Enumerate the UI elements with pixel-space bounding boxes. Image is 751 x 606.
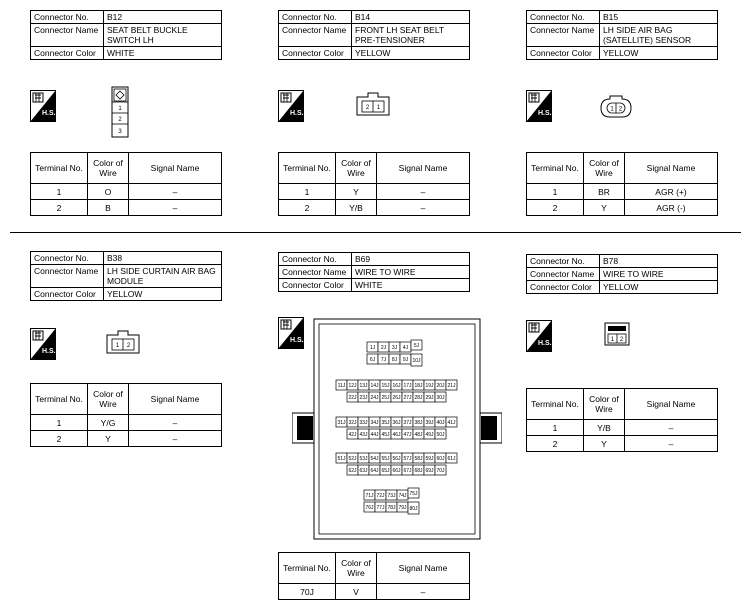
pin-label: 77J <box>376 505 385 511</box>
pin-label: 68J <box>414 468 423 474</box>
signal-cell: – <box>377 184 470 200</box>
pin-label: 39J <box>425 420 434 426</box>
pin-label: 20J <box>436 383 445 389</box>
pin-label: 71J <box>365 493 374 499</box>
wire-cell: O <box>88 184 129 200</box>
pin-label: 70J <box>436 468 445 474</box>
terminal-cell: 1 <box>527 420 584 436</box>
wire-cell: V <box>336 584 377 600</box>
connector-no-value: B38 <box>104 252 222 265</box>
terminal-table-b69 <box>278 552 470 600</box>
terminal-table-b14 <box>278 152 470 216</box>
connector-info-b78 <box>526 254 718 294</box>
hs-label: H.S. <box>290 110 304 117</box>
pin-label: 66J <box>392 468 401 474</box>
color-of-wire-header: Color of Wire <box>88 153 129 184</box>
wire-cell: BR <box>584 184 625 200</box>
wire-cell: Y/G <box>88 415 129 431</box>
pin-label: 48J <box>414 432 423 438</box>
pin-label: 14J <box>370 383 379 389</box>
pin-label: 61J <box>447 456 456 462</box>
connector-color-label: Connector Color <box>527 281 600 294</box>
pin-label: 59J <box>425 456 434 462</box>
connector-info-b14 <box>278 10 470 60</box>
terminal-cell: 1 <box>31 415 88 431</box>
pin-label: 63J <box>359 468 368 474</box>
terminal-no-header: Terminal No. <box>279 553 336 584</box>
hs-label: H.S. <box>42 348 56 355</box>
signal-cell: – <box>129 184 222 200</box>
signal-cell: – <box>377 200 470 216</box>
pin-label: 27J <box>403 395 412 401</box>
hs-icon <box>30 90 56 122</box>
pin-label: 51J <box>337 456 346 462</box>
connector-color-label: Connector Color <box>527 47 600 60</box>
pin-label: 11J <box>337 383 346 389</box>
connector-color-value: YELLOW <box>600 281 718 294</box>
pin-label: 29J <box>425 395 434 401</box>
signal-name-header: Signal Name <box>377 153 470 184</box>
connector-color-label: Connector Color <box>279 279 352 292</box>
pin-label: 13J <box>359 383 368 389</box>
hs-icon <box>526 320 552 352</box>
connector-color-value: YELLOW <box>104 288 222 301</box>
pin-label: 38J <box>414 420 423 426</box>
signal-name-header: Signal Name <box>625 153 718 184</box>
terminal-no-header: Terminal No. <box>31 384 88 415</box>
table-row <box>527 200 718 216</box>
connector-face-b14 <box>356 92 390 116</box>
pin-label: 1 <box>610 106 614 113</box>
pin-label: 3J <box>391 345 398 351</box>
color-of-wire-header: Color of Wire <box>88 384 129 415</box>
pin-label: 60J <box>436 456 445 462</box>
pin-label: 62J <box>348 468 357 474</box>
table-row <box>31 184 222 200</box>
pin-label: 16J <box>392 383 401 389</box>
table-row <box>31 431 222 447</box>
color-of-wire-header: Color of Wire <box>584 389 625 420</box>
pin-label: 2 <box>619 337 624 343</box>
pin-label: 35J <box>381 420 390 426</box>
color-of-wire-header: Color of Wire <box>584 153 625 184</box>
pin-label: 7J <box>380 357 387 363</box>
pin-label: 64J <box>370 468 379 474</box>
pin-label: 41J <box>447 420 456 426</box>
pin-label: 46J <box>392 432 401 438</box>
terminal-table-b12 <box>30 152 222 216</box>
table-row <box>527 436 718 452</box>
pin-label: 58J <box>414 456 423 462</box>
pin-label: 1 <box>610 337 615 343</box>
wire-cell: Y/B <box>584 420 625 436</box>
pin-label: 47J <box>403 432 412 438</box>
connector-no-label: Connector No. <box>31 252 104 265</box>
wire-cell: Y <box>88 431 129 447</box>
connector-info-b69 <box>278 252 470 292</box>
terminal-cell: 2 <box>31 200 88 216</box>
connector-name-value: WIRE TO WIRE <box>352 266 470 279</box>
terminal-cell: 1 <box>279 184 336 200</box>
pin-label: 6J <box>369 357 376 363</box>
pin-label: 5J <box>413 343 420 349</box>
terminal-cell: 70J <box>279 584 336 600</box>
connector-name-label: Connector Name <box>527 24 600 47</box>
connector-color-label: Connector Color <box>31 288 104 301</box>
wire-cell: Y <box>336 184 377 200</box>
pin-label: 2 <box>126 343 131 349</box>
connector-name-label: Connector Name <box>31 24 104 47</box>
connector-face-b15 <box>600 94 632 118</box>
pin-label: 32J <box>348 420 357 426</box>
connector-name-value: LH SIDE AIR BAG (SATELLITE) SENSOR <box>600 24 718 47</box>
signal-cell: – <box>377 584 470 600</box>
terminal-no-header: Terminal No. <box>279 153 336 184</box>
terminal-no-header: Terminal No. <box>527 153 584 184</box>
pin-label: 9J <box>402 357 409 363</box>
pin-label: 15J <box>381 383 390 389</box>
pin-label: 22J <box>348 395 357 401</box>
connector-no-value: B12 <box>104 11 222 24</box>
connector-face-b12 <box>110 86 130 138</box>
hs-icon <box>278 90 304 122</box>
signal-name-header: Signal Name <box>129 384 222 415</box>
pin-label: 73J <box>387 493 396 499</box>
connector-name-value: SEAT BELT BUCKLE SWITCH LH <box>104 24 222 47</box>
terminal-cell: 2 <box>279 200 336 216</box>
table-row <box>279 584 470 600</box>
pin-label: 2 <box>618 106 623 113</box>
table-row <box>279 200 470 216</box>
pin-label: 80J <box>409 506 418 512</box>
pin-label: 74J <box>398 493 407 499</box>
connector-color-value: WHITE <box>352 279 470 292</box>
connector-no-value: B15 <box>600 11 718 24</box>
pin-label: 54J <box>370 456 379 462</box>
terminal-cell: 2 <box>527 200 584 216</box>
terminal-no-header: Terminal No. <box>31 153 88 184</box>
connector-color-value: YELLOW <box>600 47 718 60</box>
signal-cell: – <box>129 415 222 431</box>
pin-label: 53J <box>359 456 368 462</box>
connector-face-b78 <box>604 322 630 346</box>
pin-label: 2 <box>365 105 370 111</box>
pin-label: 78J <box>387 505 396 511</box>
connector-name-label: Connector Name <box>279 266 352 279</box>
connector-name-label: Connector Name <box>279 24 352 47</box>
pin-label: 52J <box>348 456 357 462</box>
connector-color-value: WHITE <box>104 47 222 60</box>
hs-label: H.S. <box>290 337 304 344</box>
connector-no-label: Connector No. <box>279 253 352 266</box>
pin-label: 1 <box>115 343 120 349</box>
pin-label: 37J <box>403 420 412 426</box>
pin-label: 30J <box>436 395 445 401</box>
connector-name-label: Connector Name <box>31 265 104 288</box>
pin-label: 18J <box>414 383 423 389</box>
terminal-no-header: Terminal No. <box>527 389 584 420</box>
connector-face-b38 <box>106 330 140 354</box>
connector-info-b12 <box>30 10 222 60</box>
wire-cell: B <box>88 200 129 216</box>
pin-label: 56J <box>392 456 401 462</box>
pin-label: 79J <box>398 505 407 511</box>
table-row <box>279 184 470 200</box>
pin-label: 26J <box>392 395 401 401</box>
pin-label: 25J <box>381 395 390 401</box>
connector-name-value: WIRE TO WIRE <box>600 268 718 281</box>
pin-label: 17J <box>403 383 412 389</box>
hs-label: H.S. <box>42 110 56 117</box>
pin-label: 50J <box>436 432 445 438</box>
connector-info-b15 <box>526 10 718 60</box>
pin-label: 57J <box>403 456 412 462</box>
pin-label: 21J <box>447 383 456 389</box>
pin-label: 10J <box>412 358 421 364</box>
hs-icon <box>526 90 552 122</box>
pin-label: 4J <box>402 345 409 351</box>
connector-no-value: B69 <box>352 253 470 266</box>
hs-icon <box>30 328 56 360</box>
connector-name-value: FRONT LH SEAT BELT PRE-TENSIONER <box>352 24 470 47</box>
pin-label: 43J <box>359 432 368 438</box>
connector-no-label: Connector No. <box>279 11 352 24</box>
pin-label: 2J <box>380 345 387 351</box>
terminal-cell: 1 <box>31 184 88 200</box>
pin-label: 45J <box>381 432 390 438</box>
pin-label: 42J <box>348 432 357 438</box>
signal-name-header: Signal Name <box>625 389 718 420</box>
signal-cell: – <box>129 200 222 216</box>
hs-label: H.S. <box>538 110 552 117</box>
pin-label: 8J <box>391 357 398 363</box>
connector-color-value: YELLOW <box>352 47 470 60</box>
pin-label: 65J <box>381 468 390 474</box>
table-row <box>31 415 222 431</box>
pin-label: 33J <box>359 420 368 426</box>
pin-label: 76J <box>365 505 374 511</box>
table-row <box>527 420 718 436</box>
table-row <box>527 184 718 200</box>
connector-face-b69 <box>292 318 502 540</box>
terminal-cell: 2 <box>527 436 584 452</box>
connector-info-b38 <box>30 251 222 301</box>
signal-cell: – <box>625 436 718 452</box>
pin-label: 75J <box>409 491 418 497</box>
terminal-cell: 2 <box>31 431 88 447</box>
connector-no-label: Connector No. <box>527 11 600 24</box>
table-row <box>31 200 222 216</box>
signal-name-header: Signal Name <box>377 553 470 584</box>
pin-label: 1J <box>369 345 376 351</box>
connector-name-label: Connector Name <box>527 268 600 281</box>
connector-no-label: Connector No. <box>31 11 104 24</box>
pin-label: 31J <box>337 420 346 426</box>
signal-cell: AGR (-) <box>625 200 718 216</box>
connector-color-label: Connector Color <box>279 47 352 60</box>
pin-label: 44J <box>370 432 379 438</box>
connector-color-label: Connector Color <box>31 47 104 60</box>
pin-label: 2 <box>118 117 122 123</box>
pin-label: 72J <box>376 493 385 499</box>
signal-name-header: Signal Name <box>129 153 222 184</box>
connector-name-value: LH SIDE CURTAIN AIR BAG MODULE <box>104 265 222 288</box>
terminal-table-b15 <box>526 152 718 216</box>
signal-cell: – <box>129 431 222 447</box>
connector-no-value: B78 <box>600 255 718 268</box>
terminal-table-b78 <box>526 388 718 452</box>
wire-cell: Y <box>584 436 625 452</box>
wire-cell: Y <box>584 200 625 216</box>
signal-cell: – <box>625 420 718 436</box>
pin-label: 19J <box>425 383 434 389</box>
wire-cell: Y/B <box>336 200 377 216</box>
color-of-wire-header: Color of Wire <box>336 553 377 584</box>
pin-label: 69J <box>425 468 434 474</box>
terminal-table-b38 <box>30 383 222 447</box>
pin-label: 36J <box>392 420 401 426</box>
pin-label: 12J <box>348 383 357 389</box>
connector-no-value: B14 <box>352 11 470 24</box>
pin-label: 34J <box>370 420 379 426</box>
pin-label: 24J <box>370 395 379 401</box>
section-divider <box>10 232 741 233</box>
pin-label: 28J <box>414 395 423 401</box>
pin-label: 67J <box>403 468 412 474</box>
pin-label: 23J <box>359 395 368 401</box>
pin-label: 49J <box>425 432 434 438</box>
pin-label: 1 <box>376 105 381 111</box>
pin-label: 40J <box>436 420 445 426</box>
color-of-wire-header: Color of Wire <box>336 153 377 184</box>
terminal-cell: 1 <box>527 184 584 200</box>
pin-label: 1 <box>118 106 122 112</box>
pin-label: 55J <box>381 456 390 462</box>
signal-cell: AGR (+) <box>625 184 718 200</box>
pin-label: 3 <box>118 129 122 135</box>
hs-label: H.S. <box>538 340 552 347</box>
connector-no-label: Connector No. <box>527 255 600 268</box>
